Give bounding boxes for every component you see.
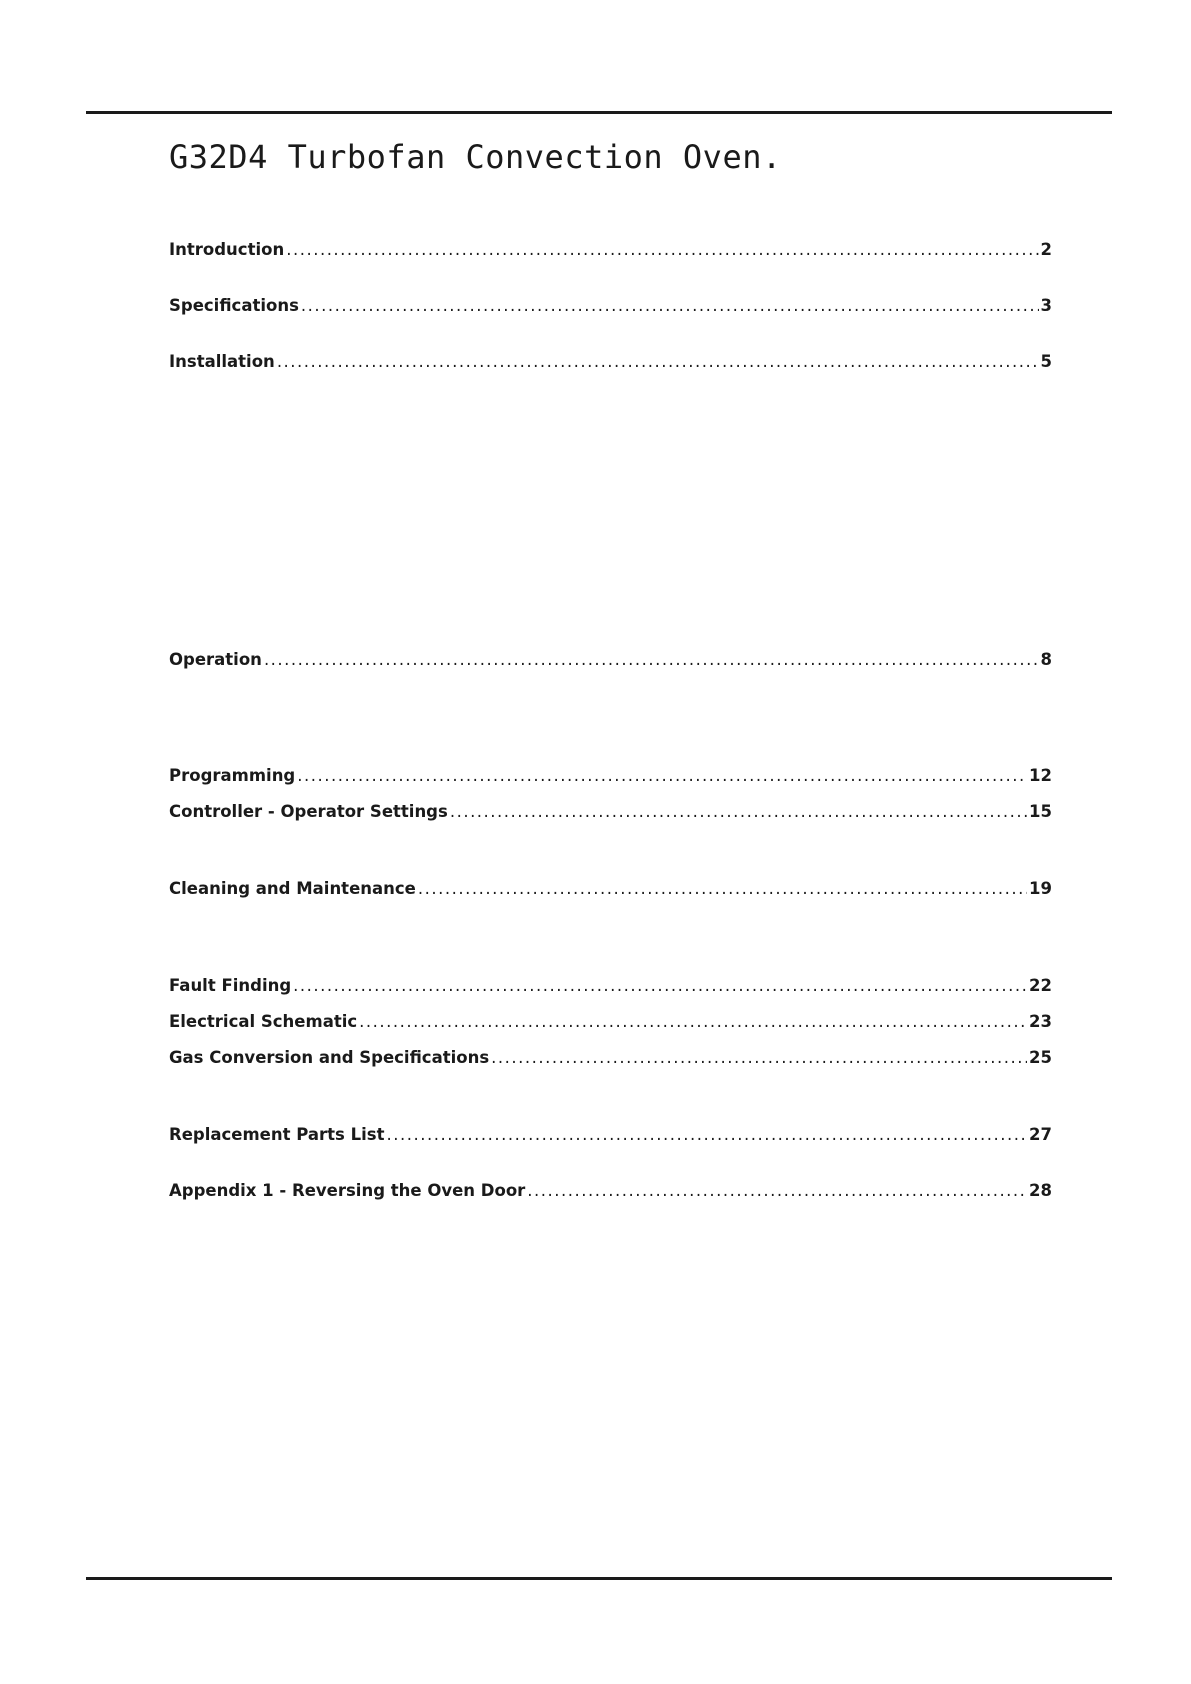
toc-entry-installation[interactable] <box>169 351 1052 373</box>
toc-page-number: 25 <box>1029 1048 1052 1067</box>
toc-page-number: 5 <box>1040 352 1052 371</box>
toc-entry-label: Fault Finding <box>169 976 292 995</box>
toc-dot-leader <box>491 1047 1027 1069</box>
toc-dot-leader <box>264 649 1039 671</box>
toc-page-number: 27 <box>1029 1125 1052 1144</box>
toc-entry-label: Introduction <box>169 240 285 259</box>
toc-entry-appendix-1-reversing-the-oven-door[interactable] <box>169 1180 1052 1202</box>
toc-entry-introduction[interactable] <box>169 239 1052 261</box>
toc-entry-label: Programming <box>169 766 296 785</box>
toc-entry-label: Controller - Operator Settings <box>169 802 448 821</box>
toc-dot-leader <box>293 975 1027 997</box>
toc-dot-leader <box>386 1124 1027 1146</box>
toc-page-number: 28 <box>1029 1181 1052 1200</box>
toc-page-number: 22 <box>1029 976 1052 995</box>
toc-dot-leader <box>301 295 1039 317</box>
toc-dot-leader <box>418 878 1027 900</box>
toc-entry-programming[interactable] <box>169 765 1052 787</box>
toc-page-number: 8 <box>1040 650 1052 669</box>
toc-page-number: 2 <box>1040 240 1052 259</box>
toc-entry-label: Installation <box>169 352 275 371</box>
toc-page-number: 19 <box>1029 879 1052 898</box>
toc-entry-label: Replacement Parts List <box>169 1125 385 1144</box>
toc-entry-operation[interactable] <box>169 649 1052 671</box>
toc-dot-leader <box>277 351 1039 373</box>
toc-entry-label: Cleaning and Maintenance <box>169 879 416 898</box>
toc-entry-gas-conversion-and-specifications[interactable] <box>169 1047 1052 1069</box>
toc-page-number: 23 <box>1029 1012 1052 1031</box>
footer-rule <box>86 1577 1112 1580</box>
toc-dot-leader <box>297 765 1027 787</box>
toc-dot-leader <box>527 1180 1027 1202</box>
toc-entry-electrical-schematic[interactable] <box>169 1011 1052 1033</box>
toc-entry-label: Specifications <box>169 296 299 315</box>
toc-entry-controller-operator-settings[interactable] <box>169 801 1052 823</box>
toc-entry-specifications[interactable] <box>169 295 1052 317</box>
toc-page-number: 15 <box>1029 802 1052 821</box>
header-rule <box>86 111 1112 114</box>
toc-entry-fault-finding[interactable] <box>169 975 1052 997</box>
toc-dot-leader <box>359 1011 1027 1033</box>
toc-dot-leader <box>450 801 1027 823</box>
toc-entry-label: Electrical Schematic <box>169 1012 358 1031</box>
toc-entry-label: Appendix 1 - Reversing the Oven Door <box>169 1181 526 1200</box>
toc-dot-leader <box>286 239 1038 261</box>
toc-entry-replacement-parts-list[interactable] <box>169 1124 1052 1146</box>
toc-page-number: 12 <box>1029 766 1052 785</box>
toc-entry-label: Gas Conversion and Specifications <box>169 1048 490 1067</box>
toc-entry-label: Operation <box>169 650 262 669</box>
toc-page-number: 3 <box>1040 296 1052 315</box>
toc-entry-cleaning-and-maintenance[interactable] <box>169 878 1052 900</box>
document-title: G32D4 Turbofan Convection Oven. <box>169 138 782 176</box>
